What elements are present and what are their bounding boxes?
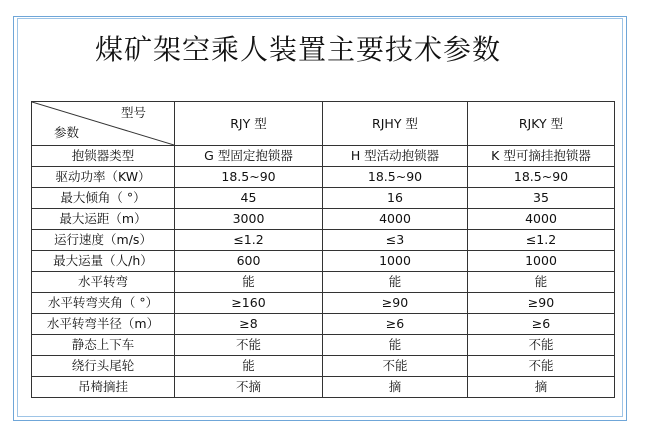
value-cell: ≥90 bbox=[468, 293, 615, 314]
value-cell: 不能 bbox=[175, 335, 323, 356]
corner-label-param: 参数 bbox=[54, 125, 80, 140]
table-header-row bbox=[32, 102, 615, 146]
param-name-cell: 最大运距（m） bbox=[32, 209, 175, 230]
param-name-cell: 水平转弯半径（m） bbox=[32, 314, 175, 335]
param-name-cell: 最大倾角（ °） bbox=[32, 188, 175, 209]
table-row bbox=[32, 230, 615, 251]
value-cell: 600 bbox=[175, 251, 323, 272]
corner-label-model: 型号 bbox=[120, 105, 146, 120]
value-cell: 45 bbox=[175, 188, 323, 209]
value-cell: 能 bbox=[175, 272, 323, 293]
value-cell: 18.5~90 bbox=[468, 167, 615, 188]
param-name-cell: 静态上下车 bbox=[32, 335, 175, 356]
table-row bbox=[32, 356, 615, 377]
value-cell: 16 bbox=[323, 188, 468, 209]
value-cell: 不能 bbox=[323, 356, 468, 377]
value-cell: ≤1.2 bbox=[468, 230, 615, 251]
value-cell: 摘 bbox=[323, 377, 468, 398]
value-cell: 不摘 bbox=[175, 377, 323, 398]
model-header-rjhy: RJHY 型 bbox=[323, 102, 468, 146]
value-cell: 能 bbox=[323, 272, 468, 293]
value-cell: 不能 bbox=[468, 356, 615, 377]
spec-table bbox=[31, 101, 615, 398]
param-name-cell: 抱锁器类型 bbox=[32, 146, 175, 167]
table-row bbox=[32, 377, 615, 398]
value-cell: ≥90 bbox=[323, 293, 468, 314]
model-header-rjy: RJY 型 bbox=[175, 102, 323, 146]
table-row bbox=[32, 251, 615, 272]
value-cell: G 型固定抱锁器 bbox=[175, 146, 323, 167]
table-row bbox=[32, 146, 615, 167]
value-cell: 能 bbox=[175, 356, 323, 377]
param-name-cell: 运行速度（m/s） bbox=[32, 230, 175, 251]
value-cell: 摘 bbox=[468, 377, 615, 398]
table-row bbox=[32, 314, 615, 335]
value-cell: 18.5~90 bbox=[323, 167, 468, 188]
value-cell: K 型可摘挂抱锁器 bbox=[468, 146, 615, 167]
table-row bbox=[32, 293, 615, 314]
value-cell: ≥6 bbox=[468, 314, 615, 335]
value-cell: ≥8 bbox=[175, 314, 323, 335]
value-cell: ≥6 bbox=[323, 314, 468, 335]
value-cell: ≤3 bbox=[323, 230, 468, 251]
corner-header-cell bbox=[32, 102, 175, 146]
value-cell: H 型活动抱锁器 bbox=[323, 146, 468, 167]
value-cell: 35 bbox=[468, 188, 615, 209]
model-header-rjky: RJKY 型 bbox=[468, 102, 615, 146]
param-name-cell: 吊椅摘挂 bbox=[32, 377, 175, 398]
value-cell: ≤1.2 bbox=[175, 230, 323, 251]
page-title: 煤矿架空乘人装置主要技术参数 bbox=[95, 33, 502, 66]
table-row bbox=[32, 167, 615, 188]
value-cell: 能 bbox=[323, 335, 468, 356]
value-cell: ≥160 bbox=[175, 293, 323, 314]
value-cell: 18.5~90 bbox=[175, 167, 323, 188]
param-name-cell: 绕行头尾轮 bbox=[32, 356, 175, 377]
param-name-cell: 最大运量（人/h） bbox=[32, 251, 175, 272]
value-cell: 能 bbox=[468, 272, 615, 293]
value-cell: 1000 bbox=[468, 251, 615, 272]
table-row bbox=[32, 335, 615, 356]
param-name-cell: 驱动功率（KW） bbox=[32, 167, 175, 188]
value-cell: 4000 bbox=[468, 209, 615, 230]
value-cell: 不能 bbox=[468, 335, 615, 356]
value-cell: 3000 bbox=[175, 209, 323, 230]
param-name-cell: 水平转弯夹角（ °） bbox=[32, 293, 175, 314]
value-cell: 1000 bbox=[323, 251, 468, 272]
table-row bbox=[32, 209, 615, 230]
table-row bbox=[32, 272, 615, 293]
table-row bbox=[32, 188, 615, 209]
param-name-cell: 水平转弯 bbox=[32, 272, 175, 293]
value-cell: 4000 bbox=[323, 209, 468, 230]
